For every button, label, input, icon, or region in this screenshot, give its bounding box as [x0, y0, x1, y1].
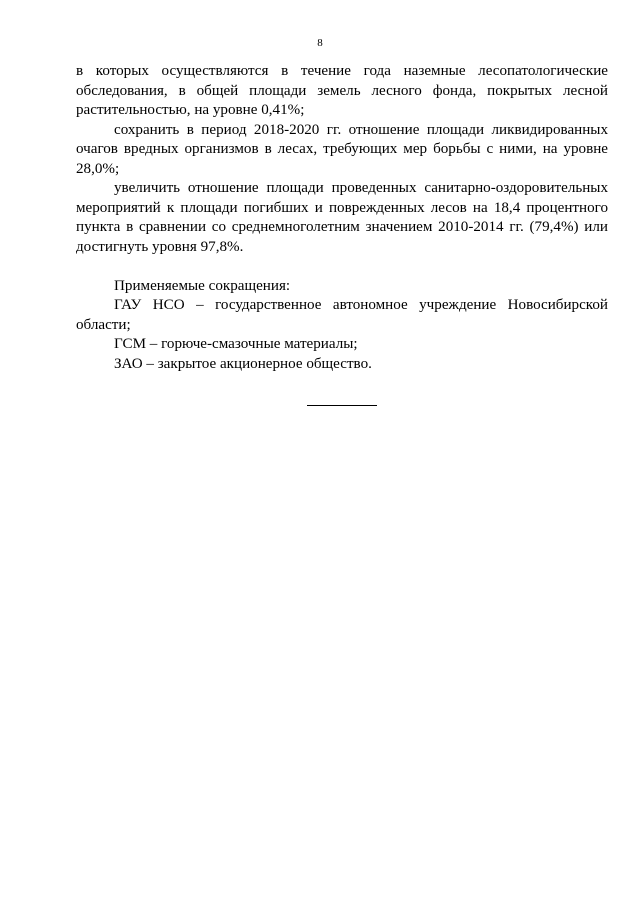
paragraph-continuation: в которых осуществляются в течение года наземные лесопатологические обследования, в общей площади земель лесного фонда, покрытых лесной растительностью, на уровне 0,41%; [76, 63, 608, 118]
abbreviations-section [76, 277, 608, 375]
paragraph-sanitary-measures: увеличить отношение площади проведенных санитарно-оздоровительных мероприятий к площади погибших и поврежденных лесов на 18,4 процентного пункта в сравнении со среднемноголетним значением 2010-2014 гг. (79,4%) или достигнуть уровня 97,8%. [76, 180, 608, 255]
abbreviations-heading: Применяемые сокращения: [114, 277, 291, 294]
document-body [76, 62, 608, 374]
page-number: 8 [317, 37, 323, 49]
paragraph-liquidated-foci: сохранить в период 2018-2020 гг. отношение площади ликвидированных очагов вредных организмов в лесах, требующих мер борьбы с ними, на уровне 28,0%; [76, 121, 608, 177]
abbreviation-gsm: ГСМ – горюче-смазочные материалы; [114, 336, 358, 352]
abbreviation-zao: ЗАО – закрытое акционерное общество. [114, 355, 372, 372]
end-of-document-rule [307, 405, 377, 406]
paragraph-spacer [76, 257, 608, 277]
abbreviation-gau-nso: ГАУ НСО – государственное автономное учреждение Новосибирской области; [76, 297, 608, 333]
